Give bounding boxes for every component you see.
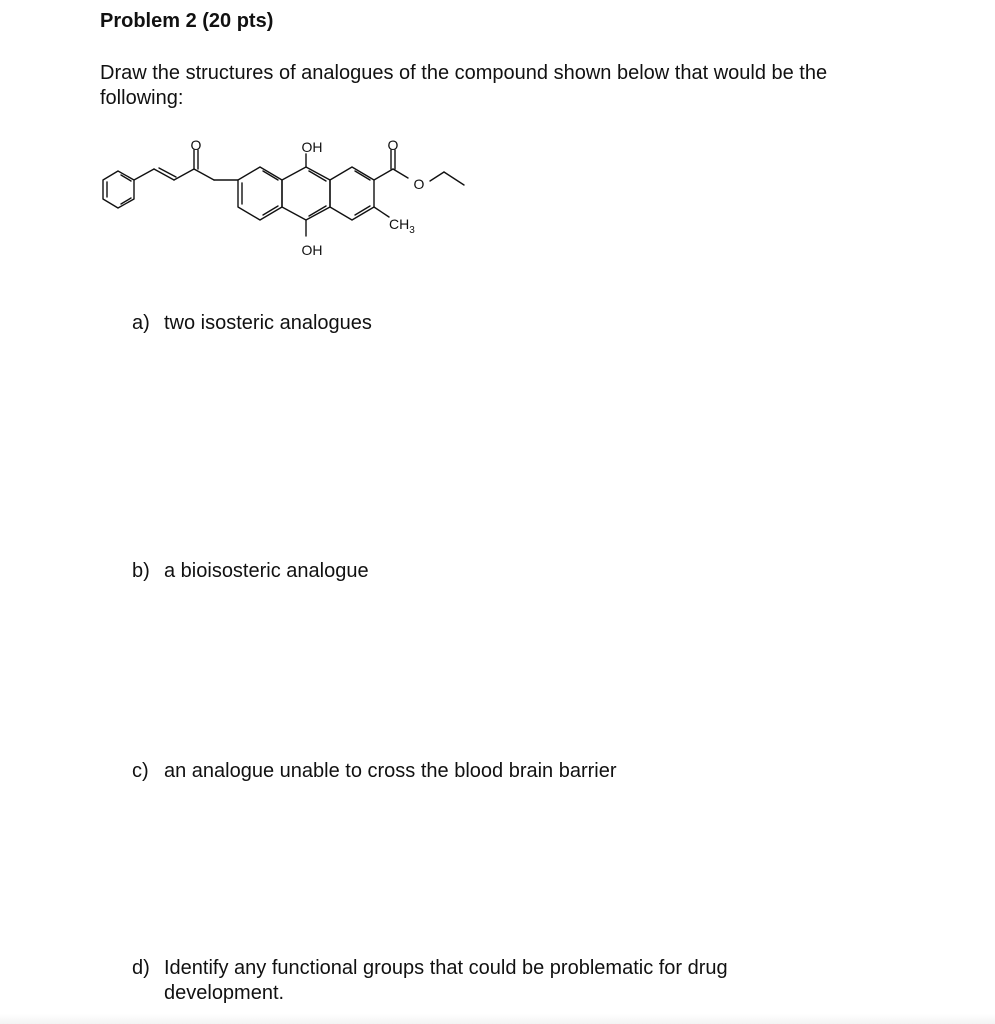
anthracene-ring-middle xyxy=(282,167,330,220)
question-d-label: d) xyxy=(132,957,150,979)
vinyl-linker xyxy=(134,169,154,180)
question-c-text: an analogue unable to cross the blood brain barrier xyxy=(164,760,617,782)
anthracene-ring-left xyxy=(238,167,282,220)
question-d xyxy=(132,956,832,1006)
question-a xyxy=(132,311,372,336)
oh-top-label: OH xyxy=(301,139,323,155)
question-a-label: a) xyxy=(132,312,150,334)
methyl-label xyxy=(389,216,415,236)
chemical-structure xyxy=(0,125,480,265)
question-b xyxy=(132,559,369,584)
page-bottom-edge xyxy=(0,1014,995,1024)
question-d-text: Identify any functional groups that could be problematic for drug development. xyxy=(164,957,728,1004)
anthracene-ring-right xyxy=(330,167,374,220)
problem-title: Problem 2 (20 pts) xyxy=(100,10,274,32)
ketone-o-label: O xyxy=(190,137,202,153)
question-c-label: c) xyxy=(132,760,149,782)
question-a-text: two isosteric analogues xyxy=(164,312,372,334)
ester-o-label: O xyxy=(413,176,425,192)
methyl-bond xyxy=(374,207,389,217)
question-b-label: b) xyxy=(132,560,150,582)
chemical-structure-drawing xyxy=(0,125,480,265)
question-b-text: a bioisosteric analogue xyxy=(164,560,369,582)
question-c xyxy=(132,759,617,784)
oh-bottom-label: OH xyxy=(301,242,323,258)
ester-carbonyl-o-label: O xyxy=(387,137,399,153)
methyl-ch: CH xyxy=(389,216,410,232)
methyl-subscript: 3 xyxy=(409,225,415,236)
problem-instructions: Draw the structures of analogues of the compound shown below that would be the following: xyxy=(100,62,828,109)
